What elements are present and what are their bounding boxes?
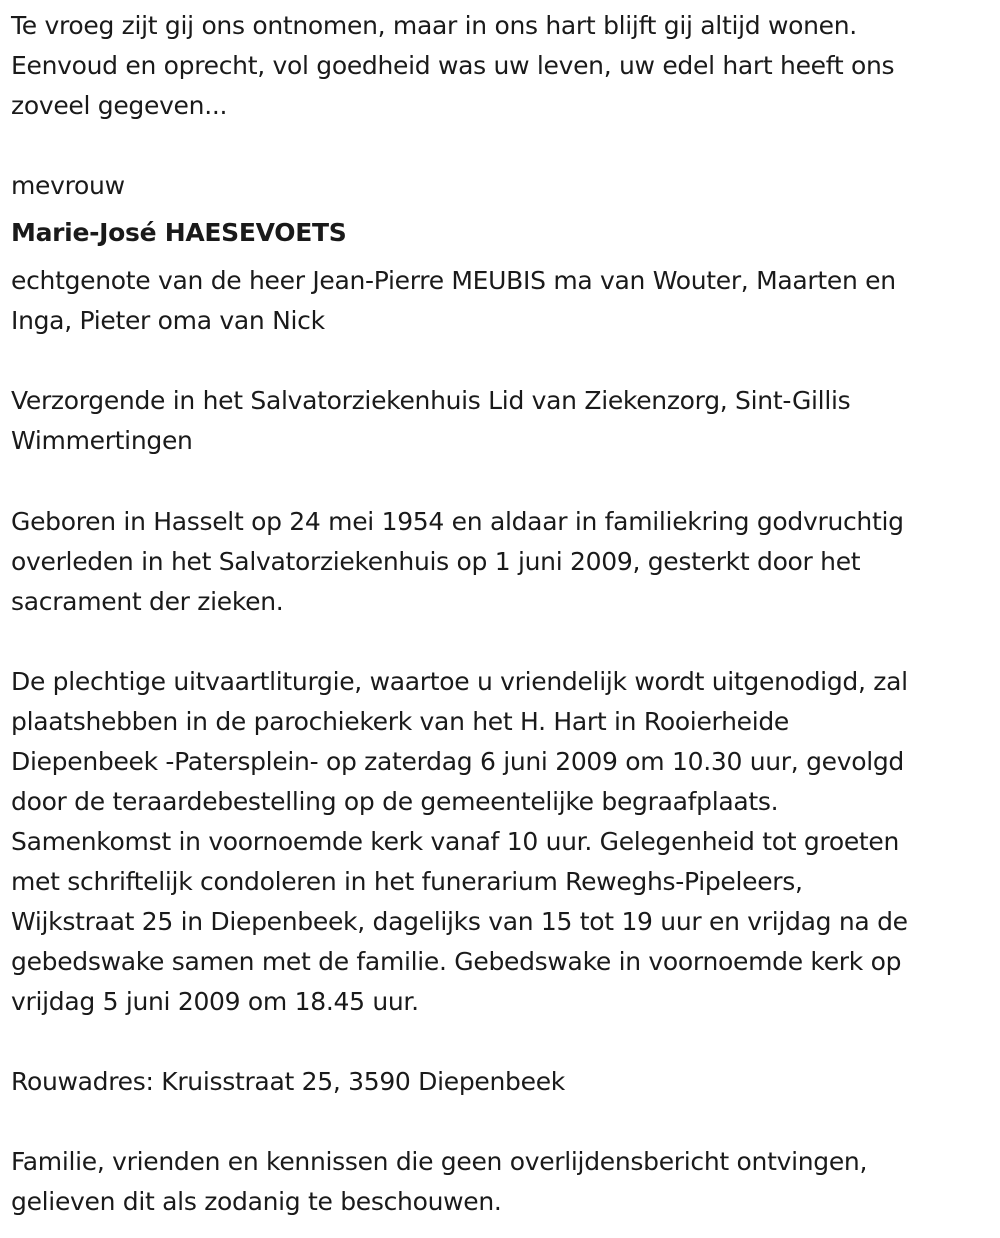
birth-death-line: overleden in het Salvatorziekenhuis op 1 juni 2009, gesterkt door het: [11, 547, 861, 576]
funeral-line: Wijkstraat 25 in Diepenbeek, dagelijks van 15 tot 19 uur en vrijdag na de: [11, 907, 908, 936]
funeral-line: gebedswake samen met de familie. Gebedswake in voornoemde kerk op: [11, 947, 902, 976]
occupation: [11, 381, 992, 461]
birth-death-line: sacrament der zieken.: [11, 587, 284, 616]
closing-note: [11, 1142, 992, 1222]
verse-line: zoveel gegeven...: [11, 91, 228, 120]
relations-line: echtgenote van de heer Jean-Pierre MEUBIS ma van Wouter, Maarten en: [11, 266, 896, 295]
verse-line: Te vroeg zijt gij ons ontnomen, maar in ons hart blijft gij altijd wonen.: [11, 11, 857, 40]
funeral-line: Samenkomst in voornoemde kerk vanaf 10 uur. Gelegenheid tot groeten: [11, 827, 900, 856]
family-relations: [11, 261, 992, 341]
funeral-line: met schriftelijk condoleren in het funerarium Reweghs-Pipeleers,: [11, 867, 803, 896]
memorial-verse: [11, 6, 992, 126]
funeral-details: [11, 662, 992, 1022]
closing-line: gelieven dit als zodanig te beschouwen.: [11, 1187, 502, 1216]
funeral-line: De plechtige uitvaartliturgie, waartoe u vriendelijk wordt uitgenodigd, zal: [11, 667, 908, 696]
occupation-line: Verzorgende in het Salvatorziekenhuis Lid van Ziekenzorg, Sint-Gillis: [11, 386, 851, 415]
deceased-name-text: Marie-José HAESEVOETS: [11, 218, 347, 247]
funeral-line: Diepenbeek -Patersplein- op zaterdag 6 juni 2009 om 10.30 uur, gevolgd: [11, 747, 904, 776]
funeral-line: door de teraardebestelling op de gemeentelijke begraafplaats.: [11, 787, 779, 816]
deceased-name: [11, 213, 992, 253]
relations-line: Inga, Pieter oma van Nick: [11, 306, 325, 335]
birth-death-line: Geboren in Hasselt op 24 mei 1954 en aldaar in familiekring godvruchtig: [11, 507, 904, 536]
closing-line: Familie, vrienden en kennissen die geen overlijdensbericht ontvingen,: [11, 1147, 868, 1176]
mourning-address-text: Rouwadres: Kruisstraat 25, 3590 Diepenbeek: [11, 1067, 565, 1096]
funeral-line: plaatshebben in de parochiekerk van het H. Hart in Rooierheide: [11, 707, 789, 736]
title-prefix-text: mevrouw: [11, 171, 125, 200]
occupation-line: Wimmertingen: [11, 426, 193, 455]
birth-death-details: [11, 502, 992, 622]
mourning-address: [11, 1062, 992, 1102]
title-prefix: [11, 166, 992, 206]
funeral-line: vrijdag 5 juni 2009 om 18.45 uur.: [11, 987, 419, 1016]
verse-line: Eenvoud en oprecht, vol goedheid was uw leven, uw edel hart heeft ons: [11, 51, 895, 80]
